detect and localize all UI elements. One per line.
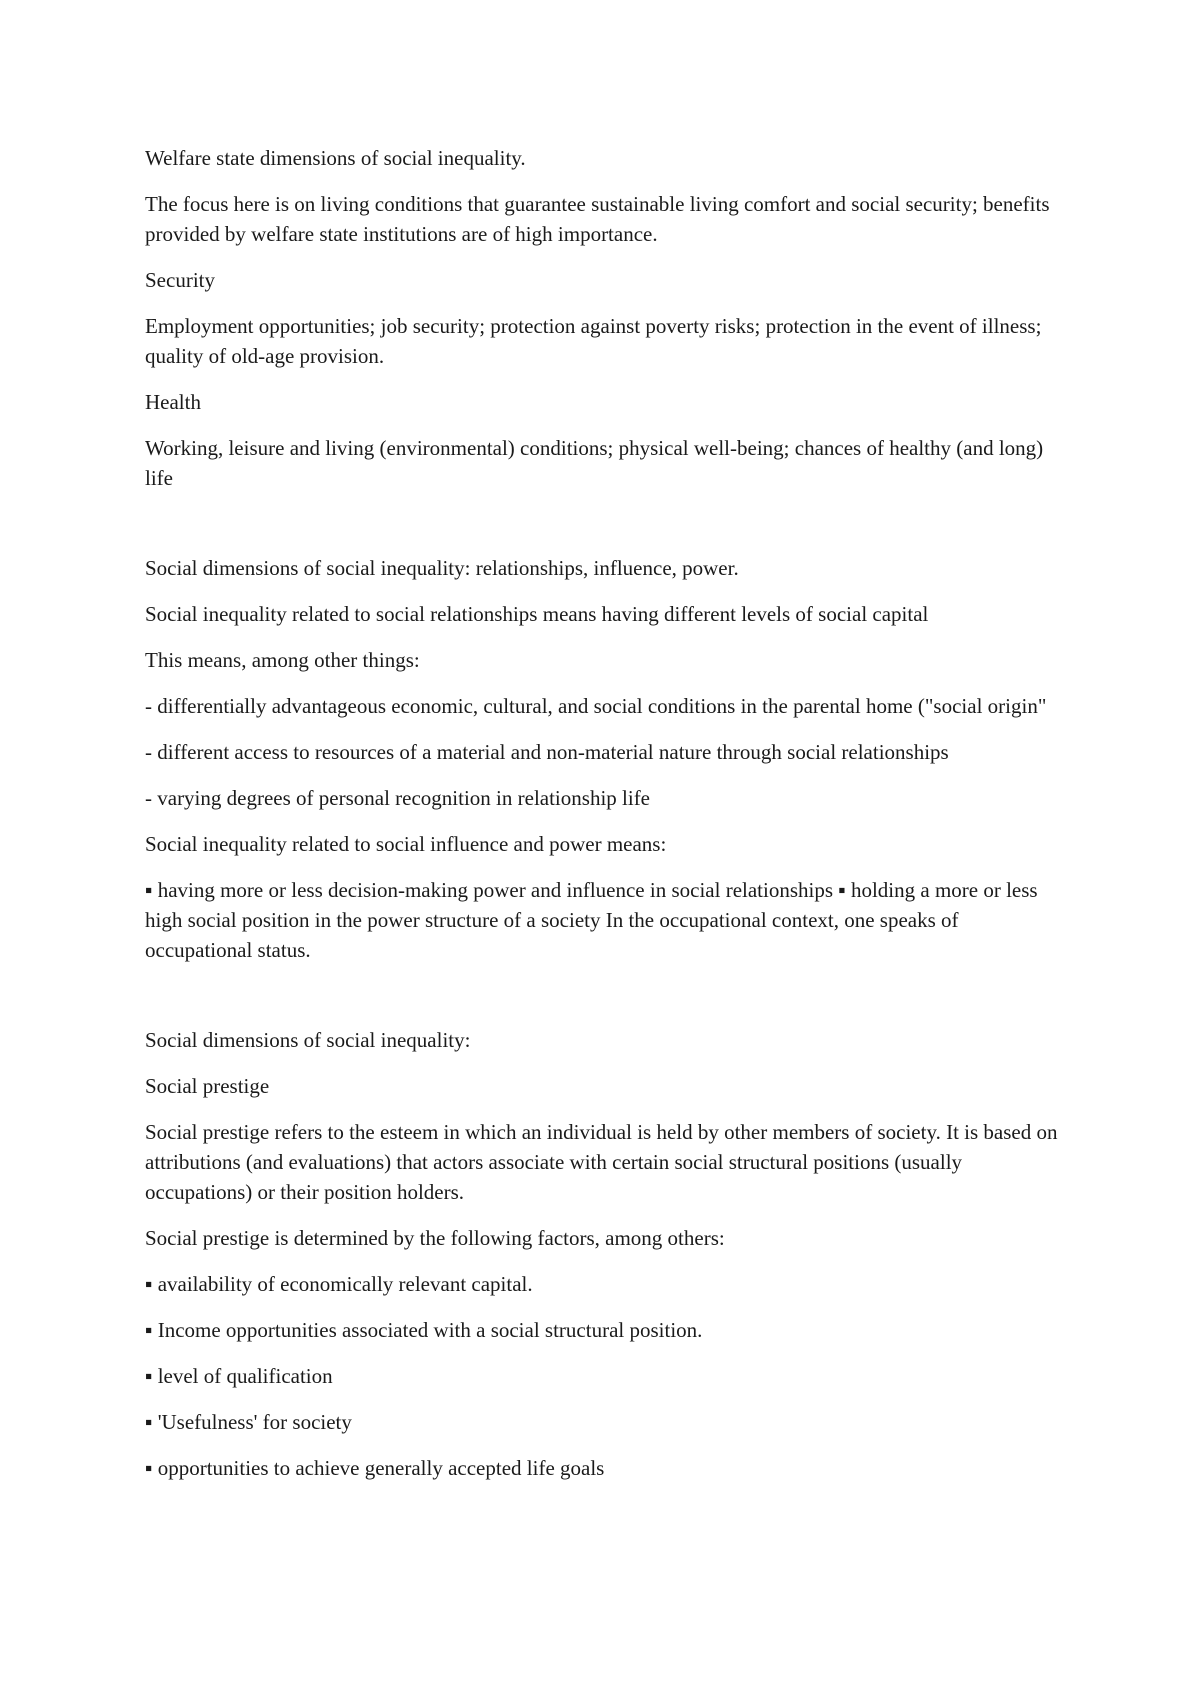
- list-item: - different access to resources of a material and non-material nature through social relationships: [145, 740, 949, 764]
- social-capital-text: Social inequality related to social relationships means having different levels of social capital: [145, 602, 929, 626]
- list-item: ▪ 'Usefulness' for society: [145, 1410, 352, 1434]
- section-spacer: [145, 509, 1070, 553]
- list-item: ▪ opportunities to achieve generally accepted life goals: [145, 1456, 605, 1480]
- section3-heading: Social dimensions of social inequality:: [145, 1028, 471, 1052]
- health-text: Working, leisure and living (environmental) conditions; physical well-being; chances of healthy (and long) life: [145, 436, 1044, 490]
- section2-heading: Social dimensions of social inequality: relationships, influence, power.: [145, 556, 739, 580]
- power-text: ▪ having more or less decision-making power and influence in social relationships ▪ holding a more or less high social position in the power structure of a society In the occupational context, one speaks of occupational status.: [145, 878, 1038, 962]
- security-heading: Security: [145, 268, 215, 292]
- list-item: ▪ Income opportunities associated with a social structural position.: [145, 1318, 703, 1342]
- list-item: - differentially advantageous economic, cultural, and social conditions in the parental home ("social origin": [145, 694, 1047, 718]
- prestige-heading: Social prestige: [145, 1074, 270, 1098]
- list-item: - varying degrees of personal recognition in relationship life: [145, 786, 651, 810]
- document-page: [145, 143, 1070, 1499]
- list-item: ▪ availability of economically relevant capital.: [145, 1272, 533, 1296]
- security-text: Employment opportunities; job security; protection against poverty risks; protection in the event of illness; quality of old-age provision.: [145, 314, 1042, 368]
- section-spacer: [145, 981, 1070, 1025]
- power-intro: Social inequality related to social influence and power means:: [145, 832, 667, 856]
- list-item: ▪ level of qualification: [145, 1364, 333, 1388]
- factors-intro: Social prestige is determined by the following factors, among others:: [145, 1226, 725, 1250]
- health-heading: Health: [145, 390, 201, 414]
- section1-heading: Welfare state dimensions of social inequality.: [145, 146, 526, 170]
- section1-intro: The focus here is on living conditions that guarantee sustainable living comfort and social security; benefits provided by welfare state institutions are of high importance.: [145, 192, 1050, 246]
- means-intro: This means, among other things:: [145, 648, 420, 672]
- prestige-text: Social prestige refers to the esteem in which an individual is held by other members of society. It is based on attributions (and evaluations) that actors associate with certain social structural positions (usually occupations) or their position holders.: [145, 1120, 1058, 1204]
